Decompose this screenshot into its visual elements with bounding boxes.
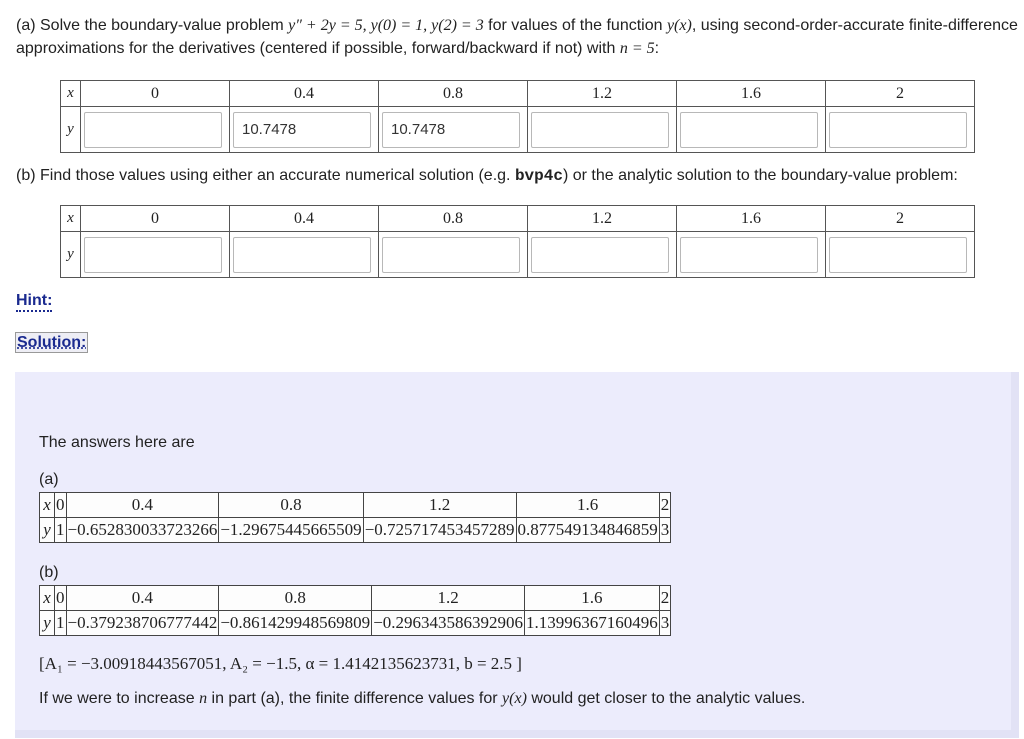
y-cell: −0.296343586392906: [372, 611, 525, 636]
x-cell: 2: [659, 586, 671, 611]
x-header: 0.4: [230, 206, 379, 232]
y-label: y: [61, 107, 81, 153]
y-cell: 1: [55, 611, 67, 636]
y-label: y: [40, 611, 55, 636]
x-header: 0: [81, 206, 230, 232]
x-header: 0.4: [230, 81, 379, 107]
answer-input-b-3[interactable]: [531, 237, 669, 273]
answer-input-a-0[interactable]: [84, 112, 222, 148]
answer-table-b: [60, 205, 975, 278]
answer-input-a-4[interactable]: [680, 112, 818, 148]
x-header: 0.8: [379, 81, 528, 107]
x-cell: 0.8: [219, 586, 372, 611]
x-label: x: [40, 493, 55, 518]
x-header: 2: [826, 206, 975, 232]
answer-input-b-1[interactable]: [233, 237, 371, 273]
answer-table-a: [60, 80, 975, 153]
answer-input-a-5[interactable]: [829, 112, 967, 148]
answer-input-a-1[interactable]: [233, 112, 371, 148]
x-cell: 0.4: [66, 493, 219, 518]
y-cell: −0.725717453457289: [363, 518, 516, 543]
solution-table-b: [39, 585, 671, 636]
x-cell: 1.2: [372, 586, 525, 611]
solution-closing: If we were to increase n in part (a), the finite difference values for y(x) would get closer to the analytic values.: [39, 690, 806, 707]
answer-input-b-4[interactable]: [680, 237, 818, 273]
y-cell: −0.379238706777442: [66, 611, 219, 636]
x-cell: 2: [659, 493, 671, 518]
y-cell: 0.877549134846859: [516, 518, 659, 543]
y-cell: −1.29675445665509: [219, 518, 363, 543]
solution-a-label: (a): [39, 471, 59, 488]
solution-b-label: (b): [39, 564, 59, 581]
x-cell: 1.6: [525, 586, 660, 611]
x-header: 1.6: [677, 206, 826, 232]
solution-toggle[interactable]: Solution:: [17, 334, 87, 351]
x-cell: 1.6: [516, 493, 659, 518]
question-b-text: (b) Find those values using either an accurate numerical solution (e.g. bvp4c) or the analytic solution to the boundary-value problem:: [16, 167, 958, 185]
solution-constants: [A₁ = −3.00918443567051, A₂ = −1.5, α = 1.4142135623731, b = 2.5 ]: [39, 654, 522, 673]
solution-table-a: [39, 492, 671, 543]
question-a-text: (a) Solve the boundary-value problem y″ + 2y = 5, y(0) = 1, y(2) = 3 for values of the function y(x), using second-order-accurate finite-difference approximations for the derivatives (centered if possible, forward/backward if not) with n = 5:: [16, 17, 1018, 57]
x-header: 1.2: [528, 206, 677, 232]
solution-panel: [15, 372, 1019, 738]
y-cell: −0.861429948569809: [219, 611, 372, 636]
y-cell: 3: [659, 518, 671, 543]
hint-link[interactable]: Hint:: [16, 292, 52, 312]
x-cell: 1.2: [363, 493, 516, 518]
answer-input-b-2[interactable]: [382, 237, 520, 273]
x-label: x: [61, 81, 81, 107]
y-cell: 1.13996367160496: [525, 611, 660, 636]
x-label: x: [40, 586, 55, 611]
y-cell: 3: [659, 611, 671, 636]
x-label: x: [61, 206, 81, 232]
y-label: y: [40, 518, 55, 543]
answer-input-a-2[interactable]: [382, 112, 520, 148]
x-cell: 0: [55, 493, 67, 518]
x-cell: 0: [55, 586, 67, 611]
x-header: 0: [81, 81, 230, 107]
x-header: 1.6: [677, 81, 826, 107]
y-cell: 1: [55, 518, 67, 543]
x-header: 2: [826, 81, 975, 107]
ode-equation: y″ + 2y = 5, y(0) = 1, y(2) = 3: [288, 17, 484, 34]
code-bvp4c: bvp4c: [514, 167, 563, 185]
solution-intro: The answers here are: [39, 434, 195, 451]
y-cell: −0.652830033723266: [66, 518, 219, 543]
y-label: y: [61, 232, 81, 278]
x-cell: 0.8: [219, 493, 363, 518]
x-cell: 0.4: [66, 586, 219, 611]
answer-input-b-5[interactable]: [829, 237, 967, 273]
x-header: 0.8: [379, 206, 528, 232]
answer-input-b-0[interactable]: [84, 237, 222, 273]
answer-input-a-3[interactable]: [531, 112, 669, 148]
x-header: 1.2: [528, 81, 677, 107]
